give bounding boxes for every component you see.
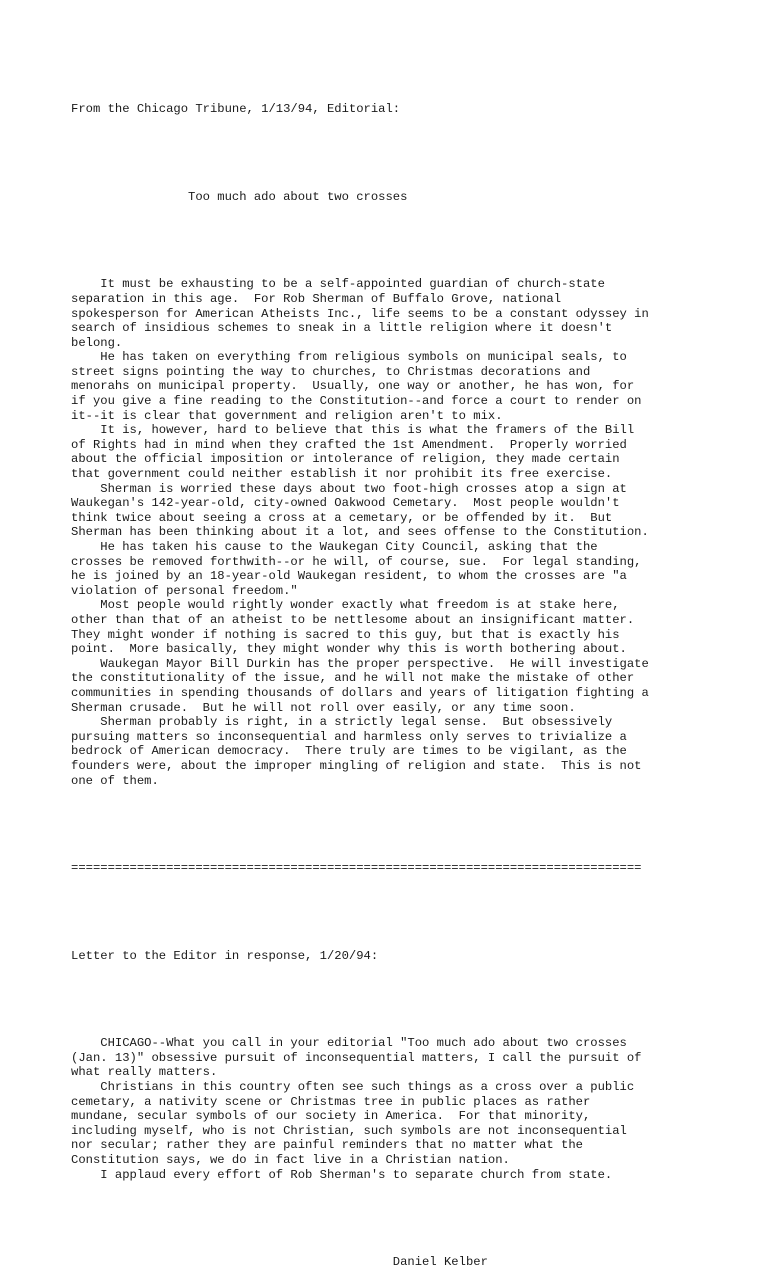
text-line: communities in spending thousands of dollars and years of litigation fighting a [71, 685, 649, 700]
text-line: including myself, who is not Christian, such symbols are not inconsequential [71, 1123, 627, 1138]
blank-line [71, 992, 681, 1007]
text-line: Sherman crusade. But he will not roll over easily, or any time soon. [71, 700, 576, 715]
text-line: bedrock of American democracy. There truly are times to be vigilant, as the [71, 744, 627, 759]
text-line: Waukegan's 142-year-old, city-owned Oakwood Cemetary. Most people wouldn't [71, 496, 620, 511]
text-line: It must be exhausting to be a self-appointed guardian of church-state [71, 277, 605, 292]
letter-heading: Letter to the Editor in response, 1/20/94: [71, 948, 379, 963]
text-line: menorahs on municipal property. Usually, one way or another, he has won, for [71, 379, 635, 394]
letter-body [71, 1036, 681, 1182]
text-line: search of insidious schemes to sneak in a little religion where it doesn't [71, 321, 613, 336]
text-line: other than that of an atheist to be nettlesome about an insignificant matter. [71, 612, 635, 627]
blank-line [71, 817, 681, 832]
text-line: belong. [71, 335, 123, 350]
text-line: I applaud every effort of Rob Sherman's to separate church from state. [71, 1167, 613, 1182]
blank-line [71, 905, 681, 920]
text-line: the constitutionality of the issue, and he will not make the mistake of other [71, 671, 635, 686]
blank-line [71, 146, 681, 161]
text-line: street signs pointing the way to churches, to Christmas decorations and [71, 364, 591, 379]
editorial-body [71, 277, 681, 788]
text-line: pursuing matters so inconsequential and harmless only serves to trivialize a [71, 729, 627, 744]
text-line: founders were, about the improper mingling of religion and state. This is not [71, 758, 642, 773]
text-line: nor secular; rather they are painful reminders that no matter what the [71, 1138, 583, 1153]
text-line: Sherman is worried these days about two foot-high crosses atop a sign at [71, 481, 627, 496]
letter-signature: Daniel Kelber [71, 1255, 488, 1270]
text-line: Sherman probably is right, in a strictly legal sense. But obsessively [71, 715, 613, 730]
text-line: if you give a fine reading to the Constitution--and force a court to render on [71, 394, 642, 409]
text-line: It is, however, hard to believe that this is what the framers of the Bill [71, 423, 635, 438]
text-line: (Jan. 13)" obsessive pursuit of inconsequential matters, I call the pursuit of [71, 1050, 642, 1065]
text-line: violation of personal freedom." [71, 583, 298, 598]
text-line: he is joined by an 18-year-old Waukegan resident, to whom the crosses are "a [71, 569, 627, 584]
text-line: one of them. [71, 773, 159, 788]
text-line: He has taken on everything from religious symbols on municipal seals, to [71, 350, 627, 365]
text-line: mundane, secular symbols of our society in America. For that minority, [71, 1109, 591, 1124]
text-line: crosses be removed forthwith--or he will, of course, sue. For legal standing, [71, 554, 642, 569]
separator-line: ============================================================================== [71, 861, 642, 876]
text-line: think twice about seeing a cross at a cemetary, or be offended by it. But [71, 510, 613, 525]
text-line: cemetary, a nativity scene or Christmas tree in public places as rather [71, 1094, 591, 1109]
text-line: what really matters. [71, 1065, 218, 1080]
text-line: it--it is clear that government and religion aren't to mix. [71, 408, 503, 423]
text-line: about the official imposition or intolerance of religion, they made certain [71, 452, 620, 467]
text-line: He has taken his cause to the Waukegan City Council, asking that the [71, 540, 598, 554]
text-line: Constitution says, we do in fact live in a Christian nation. [71, 1152, 510, 1167]
text-line: of Rights had in mind when they crafted the 1st Amendment. Properly worried [71, 437, 627, 452]
text-line: They might wonder if nothing is sacred to this guy, but that is exactly his [71, 627, 620, 642]
document-page [71, 73, 681, 1284]
editorial-source-line: From the Chicago Tribune, 1/13/94, Editorial: [71, 102, 401, 117]
text-line: Christians in this country often see such things as a cross over a public [71, 1079, 635, 1094]
text-line: spokesperson for American Atheists Inc., life seems to be a constant odyssey in [71, 306, 649, 321]
text-line: Waukegan Mayor Bill Durkin has the proper perspective. He will investigate [71, 656, 649, 671]
text-line: Most people would rightly wonder exactly what freedom is at stake here, [71, 598, 620, 613]
text-line: separation in this age. For Rob Sherman of Buffalo Grove, national [71, 291, 562, 306]
text-line: CHICAGO--What you call in your editorial "Too much ado about two crosses [71, 1036, 627, 1051]
text-line: that government could neither establish it nor prohibit its free exercise. [71, 467, 613, 482]
text-line: Sherman has been thinking about it a lot, and sees offense to the Constitution. [71, 525, 649, 540]
blank-line [71, 1211, 681, 1226]
editorial-title: Too much ado about two crosses [71, 189, 408, 204]
text-line: point. More basically, they might wonder why this is worth bothering about. [71, 642, 627, 657]
blank-line [71, 234, 681, 249]
